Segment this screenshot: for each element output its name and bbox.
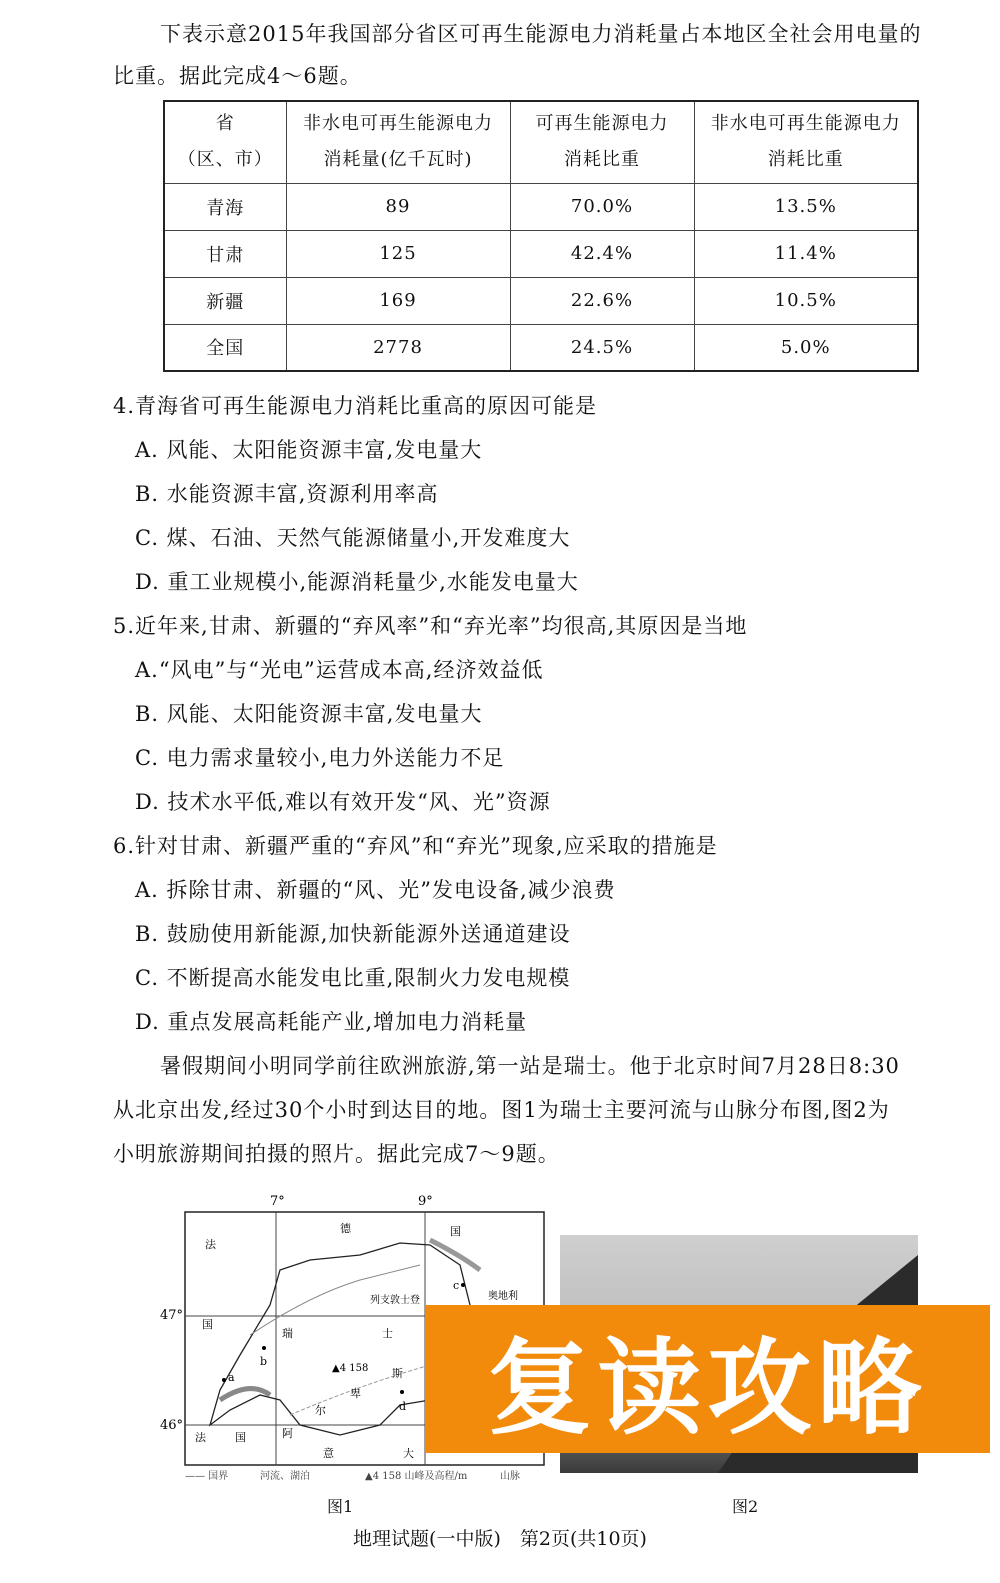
option: C. 煤、石油、天然气能源储量小,开发难度大: [135, 526, 571, 550]
lon-label: 7°: [270, 1194, 285, 1209]
map-label: 法: [205, 1238, 216, 1251]
lake-geneva: [220, 1389, 270, 1400]
header-cell: 省: [215, 113, 235, 135]
option: C. 不断提高水能发电比重,限制火力发电规模: [135, 966, 571, 990]
intro-text: 下表示意2015年我国部分省区可再生能源电力消耗量占本地区全社会用电量的: [160, 22, 922, 46]
header-cell: 消耗比重: [564, 149, 640, 171]
intro2-text: 小明旅游期间拍摄的照片。据此完成7～9题。: [113, 1142, 560, 1166]
cell: 24.5%: [510, 324, 694, 371]
question-5: 5.近年来,甘肃、新疆的“弃风率”和“弃光率”均很高,其原因是当地: [113, 614, 748, 638]
table-row: [164, 324, 918, 371]
lat-label: 47°: [160, 1308, 184, 1323]
legend-item: —— 国界: [185, 1471, 229, 1482]
map-label: 尔: [315, 1404, 326, 1417]
intro-text: 比重。据此完成4～6题。: [113, 64, 362, 88]
map-label: 国: [235, 1431, 246, 1444]
header-cell: 非水电可再生能源电力: [710, 113, 901, 135]
cell: 169: [286, 277, 510, 324]
figure-2-caption: 图2: [732, 1497, 759, 1516]
header-cell: 非水电可再生能源电力: [303, 113, 493, 135]
cell: 2778: [286, 324, 510, 371]
cell: 11.4%: [694, 230, 918, 277]
map-label: 大: [403, 1447, 414, 1460]
point-label: c: [453, 1279, 460, 1292]
map-label: 阿: [282, 1427, 293, 1440]
intro2-text: 从北京出发,经过30个小时到达目的地。图1为瑞士主要河流与山脉分布图,图2为: [113, 1098, 890, 1122]
option: D. 技术水平低,难以有效开发“风、光”资源: [135, 790, 551, 814]
lon-label: 9°: [418, 1194, 433, 1209]
option: B. 鼓励使用新能源,加快新能源外送通道建设: [135, 922, 571, 946]
map-label: 列支敦士登: [370, 1295, 420, 1306]
legend-item: ▲4 158 山峰及高程/m: [365, 1471, 468, 1482]
option: B. 风能、太阳能资源丰富,发电量大: [135, 702, 483, 726]
map-label: 意: [323, 1447, 334, 1460]
map-label: 法: [195, 1431, 206, 1444]
cell: 42.4%: [510, 230, 694, 277]
map-label: 国: [202, 1318, 213, 1331]
table-row: [164, 183, 918, 230]
data-table: [163, 100, 919, 372]
lat-label: 46°: [160, 1418, 184, 1433]
option: D. 重工业规模小,能源消耗量少,水能发电量大: [135, 570, 579, 594]
cell: 全国: [164, 324, 286, 371]
table-row: [164, 277, 918, 324]
table-row: [164, 230, 918, 277]
legend-item: 山脉: [500, 1471, 520, 1482]
figure-1-caption: 图1: [327, 1497, 354, 1516]
point-label: d: [399, 1400, 407, 1413]
page-footer: 地理试题(一中版) 第2页(共10页): [353, 1528, 647, 1550]
cell: 10.5%: [694, 277, 918, 324]
header-cell: 可再生能源电力: [535, 113, 669, 135]
legend-item: 河流、湖泊: [260, 1471, 310, 1482]
question-6: 6.针对甘肃、新疆严重的“弃风”和“弃光”现象,应采取的措施是: [113, 834, 718, 858]
option: D. 重点发展高耗能产业,增加电力消耗量: [135, 1010, 528, 1034]
map-label: 卑: [350, 1387, 361, 1400]
option: A. 风能、太阳能资源丰富,发电量大: [135, 438, 483, 462]
question-4: 4.青海省可再生能源电力消耗比重高的原因可能是: [113, 394, 598, 418]
option: C. 电力需求量较小,电力外送能力不足: [135, 746, 505, 770]
point-label: b: [260, 1355, 268, 1368]
header-cell: （区、市）: [177, 149, 273, 171]
peak-label: ▲4 158: [332, 1363, 369, 1374]
cell: 70.0%: [510, 183, 694, 230]
cell: 89: [286, 183, 510, 230]
map-label: 国: [450, 1225, 461, 1238]
option: A.“风电”与“光电”运营成本高,经济效益低: [135, 658, 544, 682]
header-cell: 消耗比重: [767, 149, 844, 171]
map-label: 瑞: [282, 1327, 293, 1340]
cell: 新疆: [164, 277, 286, 324]
lake-constance: [430, 1240, 480, 1270]
map-label: 士: [382, 1327, 393, 1340]
point-label: a: [228, 1371, 235, 1384]
watermark: 复读攻略: [425, 1305, 990, 1453]
option: B. 水能资源丰富,资源利用率高: [135, 482, 439, 506]
intro2-text: 暑假期间小明同学前往欧洲旅游,第一站是瑞士。他于北京时间7月28日8:30: [160, 1054, 900, 1078]
cell: 22.6%: [510, 277, 694, 324]
map-label: 奥地利: [488, 1291, 518, 1302]
header-cell: 消耗量(亿千瓦时): [323, 149, 473, 171]
cell: 5.0%: [694, 324, 918, 371]
cell: 甘肃: [164, 230, 286, 277]
option: A. 拆除甘肃、新疆的“风、光”发电设备,减少浪费: [135, 878, 616, 902]
cell: 青海: [164, 183, 286, 230]
map-label: 斯: [392, 1367, 403, 1380]
cell: 125: [286, 230, 510, 277]
map-label: 德: [340, 1222, 351, 1235]
table-header: [164, 101, 918, 183]
cell: 13.5%: [694, 183, 918, 230]
